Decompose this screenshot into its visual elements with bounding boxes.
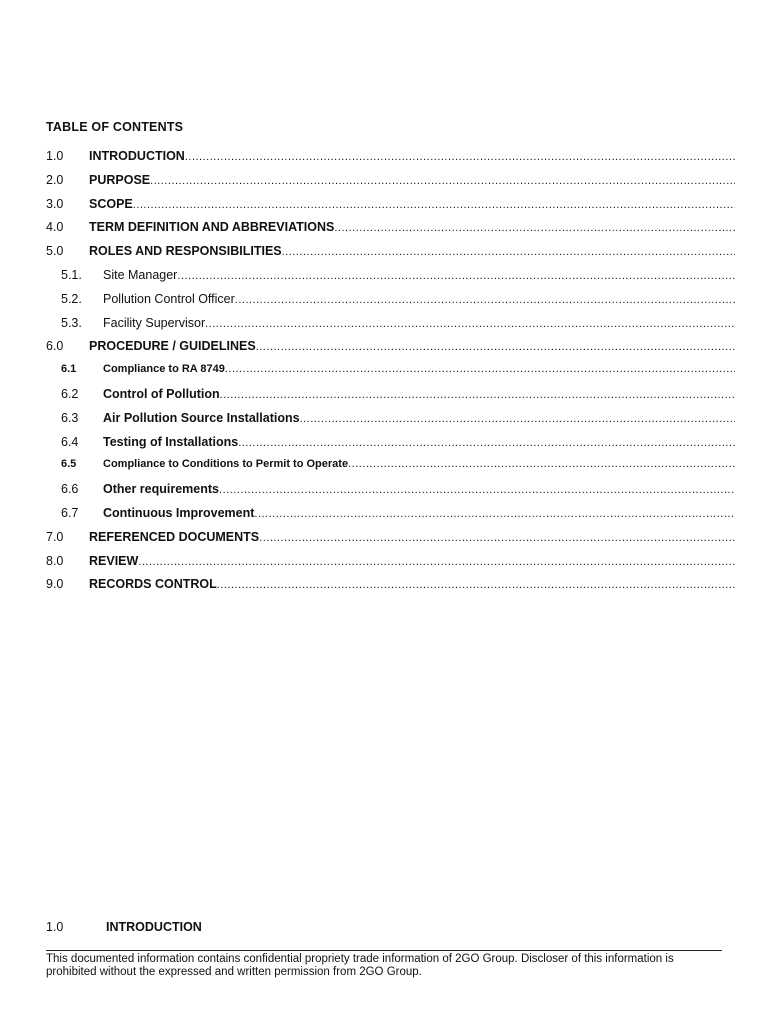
toc-leader-dots <box>259 532 735 544</box>
toc-entry-number: 5.2. <box>61 291 82 306</box>
toc-entry-title: Testing of Installations <box>103 434 239 449</box>
toc-leader-dots <box>138 556 735 568</box>
toc-entry[interactable] <box>46 173 735 197</box>
toc-entry-title: SCOPE <box>89 196 133 211</box>
toc-entry[interactable] <box>46 482 735 506</box>
toc-leader-dots <box>185 151 735 163</box>
toc-entry-title: REFERENCED DOCUMENTS <box>89 529 260 544</box>
toc-entry-title: PURPOSE <box>89 172 151 187</box>
toc-entry-number: 6.7 <box>61 505 79 520</box>
toc-leader-dots <box>217 579 735 591</box>
toc-leader-dots <box>225 363 735 375</box>
toc-entry[interactable] <box>46 316 735 340</box>
toc-entry-number: 5.1. <box>61 267 82 282</box>
toc-entry-title: Other requirements <box>103 482 220 497</box>
toc-leader-dots <box>177 270 735 282</box>
toc-entry-number: 6.0 <box>46 339 64 354</box>
toc-entry-title: Facility Supervisor <box>103 315 206 330</box>
table-of-contents <box>46 149 735 601</box>
toc-entry-number: 6.4 <box>61 434 79 449</box>
toc-entry-number: 7.0 <box>46 529 64 544</box>
toc-entry[interactable] <box>46 577 735 601</box>
toc-entry-title: Site Manager <box>103 267 178 282</box>
section-heading <box>46 920 202 934</box>
toc-entry[interactable] <box>46 506 735 530</box>
toc-entry-title: PROCEDURE / GUIDELINES <box>89 339 256 354</box>
toc-entry-number: 2.0 <box>46 172 64 187</box>
toc-leader-dots <box>219 484 735 496</box>
toc-entry-number: 8.0 <box>46 553 64 568</box>
toc-entry-number: 3.0 <box>46 196 64 211</box>
toc-entry-title: Compliance to Conditions to Permit to Operate <box>103 458 349 471</box>
toc-leader-dots <box>282 246 735 258</box>
toc-entry[interactable] <box>46 197 735 221</box>
toc-entry[interactable] <box>46 268 735 292</box>
toc-entry-title: Control of Pollution <box>103 386 220 401</box>
toc-leader-dots <box>133 199 735 211</box>
toc-entry-title: INTRODUCTION <box>89 149 185 163</box>
section-title: INTRODUCTION <box>106 920 202 934</box>
toc-entry[interactable] <box>46 435 735 459</box>
footer-divider <box>46 950 722 951</box>
toc-entry-title: Pollution Control Officer <box>103 291 235 306</box>
confidentiality-footer: This documented information contains confidential propriety trade information of 2GO Group. Discloser of this information is prohibited without the expressed and written permission from 2GO Group. <box>46 953 674 978</box>
toc-entry-number: 6.1 <box>61 363 77 376</box>
section-number: 1.0 <box>46 920 64 934</box>
toc-entry-number: 6.2 <box>61 386 79 401</box>
toc-entry-number: 5.3. <box>61 315 82 330</box>
toc-entry-title: REVIEW <box>89 553 139 568</box>
toc-entry[interactable] <box>46 458 735 482</box>
toc-entry[interactable] <box>46 411 735 435</box>
toc-leader-dots <box>254 508 735 520</box>
toc-entry[interactable] <box>46 363 735 387</box>
toc-entry[interactable] <box>46 554 735 578</box>
toc-entry-number: 6.5 <box>61 458 77 471</box>
toc-entry-title: Air Pollution Source Installations <box>103 410 300 425</box>
toc-entry[interactable] <box>46 292 735 316</box>
toc-entry-number: 9.0 <box>46 577 64 592</box>
toc-entry-number: 5.0 <box>46 244 64 259</box>
toc-leader-dots <box>334 222 735 234</box>
toc-entry-number: 4.0 <box>46 220 64 235</box>
toc-entry[interactable] <box>46 220 735 244</box>
toc-leader-dots <box>220 389 735 401</box>
toc-entry-number: 1.0 <box>46 149 64 163</box>
toc-leader-dots <box>238 437 735 449</box>
toc-entry-number: 6.3 <box>61 410 79 425</box>
toc-entry-title: Continuous Improvement <box>103 505 255 520</box>
toc-entry-title: TERM DEFINITION AND ABBREVIATIONS <box>89 220 335 235</box>
toc-entry[interactable] <box>46 244 735 268</box>
toc-leader-dots <box>150 175 735 187</box>
toc-entry-title: ROLES AND RESPONSIBILITIES <box>89 244 282 259</box>
toc-entry[interactable] <box>46 149 735 173</box>
toc-entry[interactable] <box>46 339 735 363</box>
toc-entry[interactable] <box>46 387 735 411</box>
toc-title: TABLE OF CONTENTS <box>46 120 184 134</box>
toc-entry[interactable] <box>46 530 735 554</box>
toc-leader-dots <box>300 413 735 425</box>
toc-leader-dots <box>348 458 735 470</box>
toc-entry-number: 6.6 <box>61 482 79 497</box>
toc-leader-dots <box>256 341 735 353</box>
toc-entry-title: Compliance to RA 8749 <box>103 363 225 376</box>
toc-entry-title: RECORDS CONTROL <box>89 577 217 592</box>
toc-leader-dots <box>235 294 735 306</box>
toc-leader-dots <box>205 318 735 330</box>
